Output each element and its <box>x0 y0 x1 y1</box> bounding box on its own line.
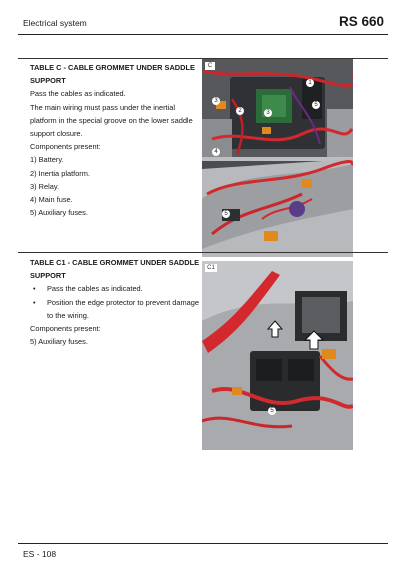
page-number: ES - 108 <box>23 549 57 559</box>
table-c1-bullet: • Position the edge protector to prevent damage to the wiring. <box>30 296 200 322</box>
header-section-title: Electrical system <box>23 18 87 28</box>
callout-marker: 5 <box>268 407 276 415</box>
callout-marker: 5 <box>222 210 230 218</box>
callout-marker: 1 <box>306 79 314 87</box>
header-rule <box>18 34 388 35</box>
table-c1-top-rule <box>18 252 388 253</box>
callout-marker: 3 <box>212 97 220 105</box>
table-c-line: 1) Battery. <box>30 155 64 165</box>
table-c-line: Pass the cables as indicated. <box>30 89 126 99</box>
table-c1-bullet: • Pass the cables as indicated. <box>30 282 200 295</box>
table-c-photo <box>202 59 353 257</box>
table-c1-bullet-list <box>30 282 200 322</box>
table-c1-title: TABLE C1 - CABLE GROMMET UNDER SADDLE SUPPORT <box>30 258 200 281</box>
table-c1-text <box>30 256 200 348</box>
callout-marker: 4 <box>212 148 220 156</box>
table-c1-photo <box>202 261 353 450</box>
table-c-photo-tag: C <box>205 62 215 70</box>
table-c-line: 3) Relay. <box>30 181 60 191</box>
callout-marker: 3 <box>264 109 272 117</box>
table-c-line: 4) Main fuse. <box>30 195 73 205</box>
table-c1-photo-tag: C1 <box>205 264 217 272</box>
table-c-line: 5) Auxiliary fuses. <box>30 208 88 218</box>
table-c-title: TABLE C - CABLE GROMMET UNDER SADDLE SUPPORT <box>30 63 195 86</box>
footer-rule <box>18 543 388 544</box>
table-c1-component: 5) Auxiliary fuses. <box>30 337 88 347</box>
table-c-line: Components present: <box>30 142 101 152</box>
table-c-line: 2) Inertia platform. <box>30 168 90 178</box>
callout-marker: 5 <box>312 101 320 109</box>
table-c1-components-label: Components present: <box>30 324 101 334</box>
table-c-line: The main wiring must pass under the inertial platform in the special groove on the lower saddle support closure. <box>30 102 193 139</box>
header-model-name: RS 660 <box>338 14 384 29</box>
table-c-text <box>30 61 200 219</box>
callout-marker: 2 <box>236 107 244 115</box>
